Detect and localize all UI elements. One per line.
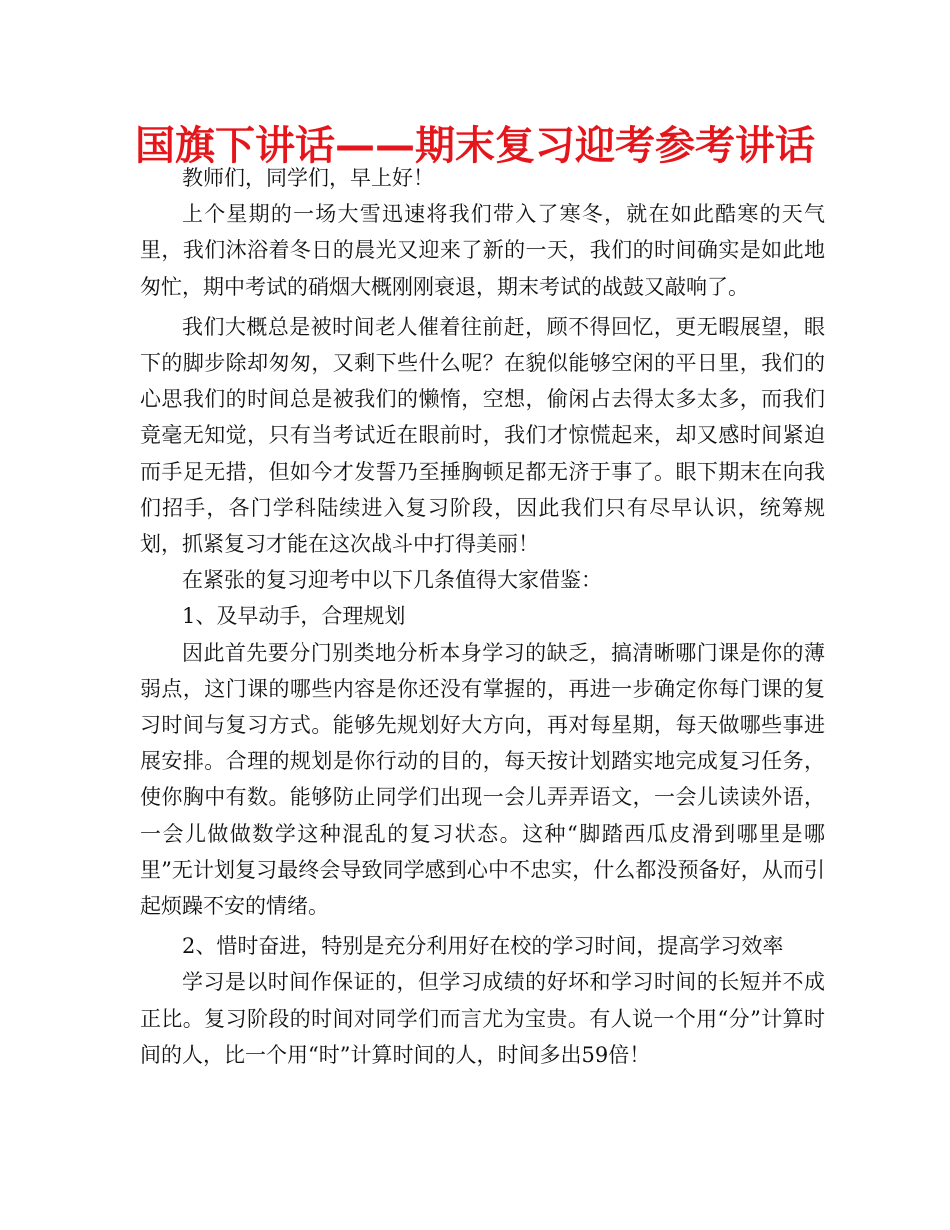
document-body [140, 160, 825, 1073]
paragraph: 因此首先要分门别类地分析本身学习的缺乏，搞清晰哪门课是你的薄弱点，这门课的哪些内容是你还没有掌握的，再进一步确定你每门课的复习时间与复习方式。能够先规划好大方向，再对每星期，每天做哪些事进展安排。合理的规划是你行动的目的，每天按计划踏实地完成复习任务，使你胸中有数。能够防止同学们出现一会儿弄弄语文，一会儿读读外语，一会儿做做数学这种混乱的复习状态。这种“脚踏西瓜皮滑到哪里是哪里”无计划复习最终会导致同学感到心中不忠实，什么都没预备好，从而引起烦躁不安的情绪。 [140, 640, 825, 919]
paragraph: 在紧张的复习迎考中以下几条值得大家借鉴： [182, 568, 602, 593]
document-title: 国旗下讲话——期末复习迎考参考讲话 [135, 123, 815, 169]
section-heading: 2、惜时奋进，特别是充分利用好在校的学习时间，提高学习效率 [182, 934, 784, 959]
paragraph: 我们大概总是被时间老人催着往前赶，顾不得回忆，更无暇展望，眼下的脚步除却匆匆，又剩下些什么呢？在貌似能够空闲的平日里，我们的心思我们的时间总是被我们的懒惰，空想，偷闲占去得太多太多，而我们竟毫无知觉，只有当考试近在眼前时，我们才惊慌起来，却又感时间紧迫而手足无措，但如今才发誓乃至捶胸顿足都无济于事了。眼下期末在向我们招手，各门学科陆续进入复习阶段，因此我们只有尽早认识，统筹规划，抓紧复习才能在这次战斗中打得美丽！ [140, 314, 825, 557]
paragraph: 学习是以时间作保证的，但学习成绩的好坏和学习时间的长短并不成正比。复习阶段的时间对同学们而言尤为宝贵。有人说一个用“分”计算时间的人，比一个用“时”计算时间的人，时间多出59倍！ [140, 970, 825, 1067]
paragraph: 上个星期的一场大雪迅速将我们带入了寒冬，就在如此酷寒的天气里，我们沐浴着冬日的晨光又迎来了新的一天，我们的时间确实是如此地匆忙，期中考试的硝烟大概刚刚衰退，期末考试的战鼓又敲响了。 [140, 202, 825, 299]
paragraph-greeting: 教师们，同学们，早上好！ [182, 166, 434, 190]
section-heading: 1、及早动手，合理规划 [182, 604, 406, 629]
